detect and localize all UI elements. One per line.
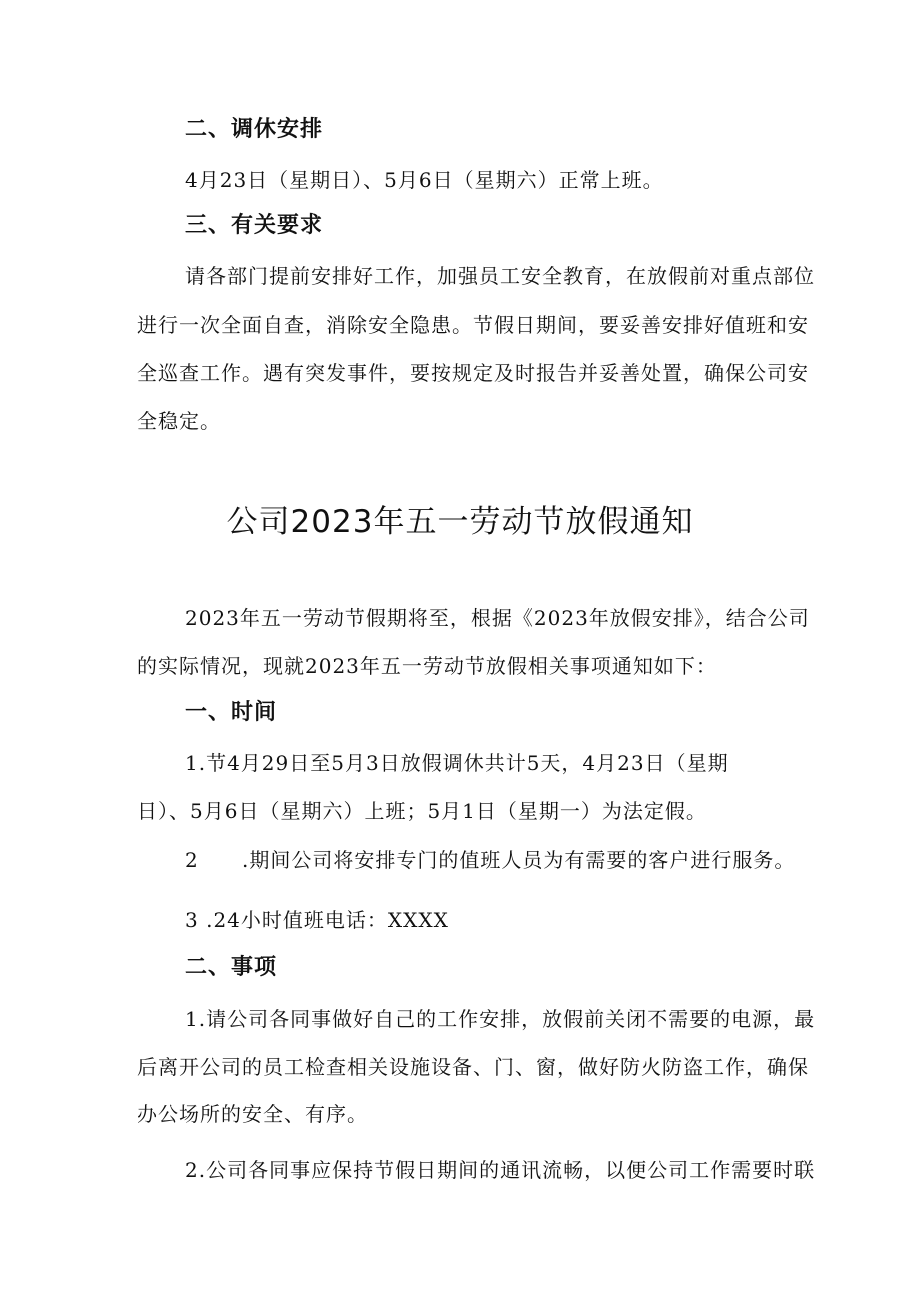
item-2-line-1: 2.公司各同事应保持节假日期间的通讯流畅，以便公司工作需要时联 (185, 1158, 816, 1182)
intro-line-1: 2023年五一劳动节假期将至，根据《2023年放假安排》，结合公司 (185, 606, 810, 630)
time-item-2-text: .期间公司将安排专门的值班人员为有需要的客户进行服务。 (242, 848, 796, 872)
time-item-1-line-2: 日）、5月6日（星期六）上班；5月1日（星期一）为法定假。 (137, 799, 707, 823)
intro-line-2: 的实际情况，现就2023年五一劳动节放假相关事项通知如下： (137, 654, 717, 678)
time-item-2-number: 2 (185, 848, 199, 872)
requirements-line-1: 请各部门提前安排好工作，加强员工安全教育，在放假前对重点部位 (185, 264, 815, 288)
adjustment-line: 4月23日（星期日）、5月6日（星期六）正常上班。 (185, 168, 664, 192)
section-heading-adjustment: 二、调休安排 (185, 117, 324, 142)
section-heading-requirements: 三、有关要求 (185, 213, 324, 238)
requirements-line-4: 全稳定。 (137, 409, 221, 433)
section-heading-time: 一、时间 (185, 700, 278, 725)
item-1-line-2: 后离开公司的员工检查相关设施设备、门、窗，做好防火防盗工作，确保 (137, 1055, 809, 1079)
section-heading-items: 二、事项 (185, 955, 278, 980)
item-1-line-1: 1.请公司各同事做好自己的工作安排，放假前关闭不需要的电源，最 (185, 1007, 816, 1031)
time-item-1-line-1: 1.节4月29日至5月3日放假调休共计5天，4月23日（星期 (185, 751, 729, 775)
requirements-line-2: 进行一次全面自查，消除安全隐患。节假日期间，要妥善安排好值班和安 (137, 313, 809, 337)
requirements-line-3: 全巡查工作。遇有突发事件，要按规定及时报告并妥善处置，确保公司安 (137, 361, 809, 385)
time-item-3: 3 .24小时值班电话：XXXX (185, 908, 449, 932)
notice-title: 公司2023年五一劳动节放假通知 (226, 504, 694, 540)
item-1-line-3: 办公场所的安全、有序。 (137, 1102, 368, 1126)
